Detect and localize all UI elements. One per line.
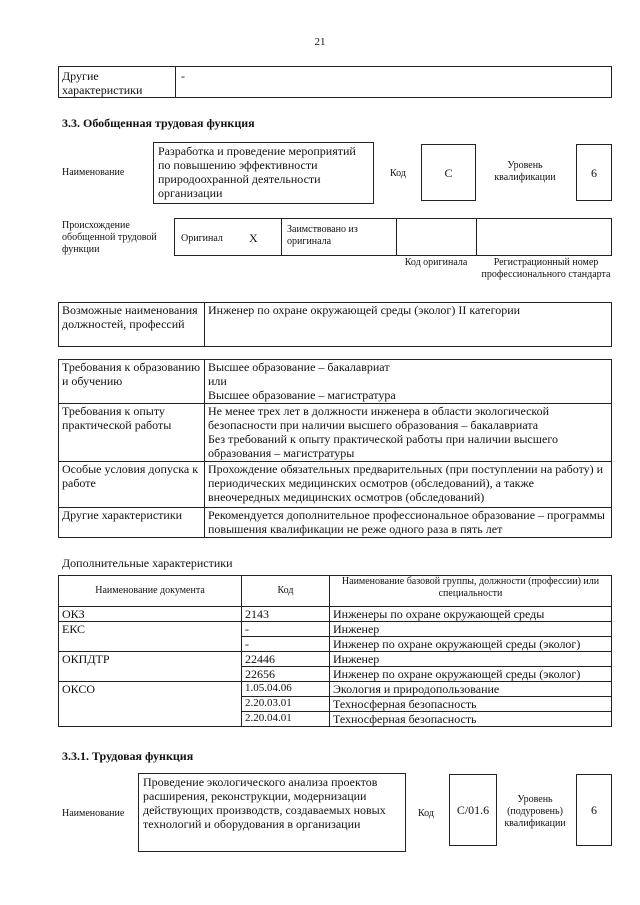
original-label: Оригинал — [181, 233, 223, 244]
section-331-title: 3.3.1. Трудовая функция — [62, 749, 194, 763]
name-label: Наименование — [62, 167, 125, 178]
req-line: Не менее трех лет в должности инженера в области экологической безопасности при наличии высшего образования – бакалавриата — [208, 404, 550, 432]
possible-names-label: Возможные наименования должностей, профессий — [59, 303, 205, 347]
req-line: или — [208, 374, 227, 388]
req-line: Высшее образование – бакалавриат — [208, 360, 390, 374]
other-value: - — [181, 69, 185, 83]
doc-name: ОКСО — [59, 682, 242, 727]
doc-code: - — [242, 637, 330, 652]
name-value: Разработка и проведение мероприятий по повышению эффективности природоохранной деятельности организации — [158, 144, 356, 200]
tf-level-label: Уровень (подуровень) квалификации — [504, 794, 566, 829]
doc-group: Инженер по охране окружающей среды (эколог) — [330, 667, 612, 682]
doc-group: Инженер по охране окружающей среды (эколог) — [330, 637, 612, 652]
req-line: Высшее образование – магистратура — [208, 388, 396, 402]
doc-group: Инженер — [330, 622, 612, 637]
doc-code: 22446 — [242, 652, 330, 667]
tf-code-value: C/01.6 — [456, 803, 490, 817]
doc-code: 2143 — [242, 607, 330, 622]
tf-name-label: Наименование — [62, 808, 125, 819]
requirements-table — [58, 359, 612, 538]
origin-table — [174, 218, 612, 256]
borrowed-label: Заимствовано из оригинала — [287, 224, 358, 247]
doc-group: Инженеры по охране окружающей среды — [330, 607, 612, 622]
level-value-box — [576, 144, 612, 201]
tf-name-value: Проведение экологического анализа проектов расширения, реконструкции, модернизации действующих производств, создаваемых новых технологий и оборудования в организации — [143, 775, 386, 831]
code-value: C — [444, 165, 453, 180]
doc-code: 1.05.04.06 — [242, 682, 330, 697]
doc-code: 22656 — [242, 667, 330, 682]
orig-code-caption: Код оригинала — [404, 257, 468, 268]
other-label: Другие характеристики — [62, 69, 143, 97]
req-label: Другие характеристики — [59, 508, 205, 538]
section-33-title: 3.3. Обобщенная трудовая функция — [62, 116, 255, 130]
doc-code: 2.20.04.01 — [242, 712, 330, 727]
doc-group: Техносферная безопасность — [330, 712, 612, 727]
req-label: Особые условия допуска к работе — [59, 462, 205, 508]
additional-table — [58, 575, 612, 727]
code-value-box — [421, 144, 476, 201]
tf-name-value-box — [138, 773, 406, 852]
doc-name: ЕКС — [59, 622, 242, 652]
other-characteristics-top — [58, 66, 612, 98]
req-label: Требования к опыту практической работы — [59, 404, 205, 462]
level-value: 6 — [591, 165, 597, 180]
page-number: 21 — [314, 36, 326, 48]
doc-code: 2.20.03.01 — [242, 697, 330, 712]
doc-group: Техносферная безопасность — [330, 697, 612, 712]
additional-title: Дополнительные характеристики — [62, 556, 233, 570]
possible-names-value: Инженер по охране окружающей среды (эколог) II категории — [205, 303, 612, 347]
origin-label: Происхождение обобщенной трудовой функции — [62, 220, 157, 255]
req-line: Прохождение обязательных предварительных (при поступлении на работу) и периодических медицинских осмотров (обследований), а также внеочередных медицинских осмотров (обследований) — [205, 462, 612, 508]
tf-code-label: Код — [418, 808, 434, 819]
req-line: Без требований к опыту практической работы при наличии высшего образования – магистратуры — [208, 432, 558, 460]
header-group: Наименование базовой группы, должности (профессии) или специальности — [330, 576, 612, 607]
doc-name: ОКПДТР — [59, 652, 242, 682]
name-value-box — [153, 142, 374, 204]
doc-group: Инженер — [330, 652, 612, 667]
header-code: Код — [242, 576, 330, 607]
header-doc: Наименование документа — [59, 576, 242, 607]
tf-code-value-box — [449, 774, 497, 846]
req-label: Требования к образованию и обучению — [59, 360, 205, 404]
tf-level-value-box — [576, 774, 612, 846]
code-label: Код — [390, 168, 406, 179]
doc-code: - — [242, 622, 330, 637]
doc-group: Экология и природопользование — [330, 682, 612, 697]
tf-level-value: 6 — [591, 803, 597, 817]
level-label: Уровень квалификации — [494, 160, 556, 183]
reg-number-caption: Регистрационный номер профессионального стандарта — [481, 257, 611, 280]
req-line: Рекомендуется дополнительное профессиональное образование – программы повышения квалификации не реже одного раза в пять лет — [205, 508, 612, 538]
original-mark: X — [249, 231, 258, 245]
possible-names-table — [58, 302, 612, 347]
doc-name: ОКЗ — [59, 607, 242, 622]
